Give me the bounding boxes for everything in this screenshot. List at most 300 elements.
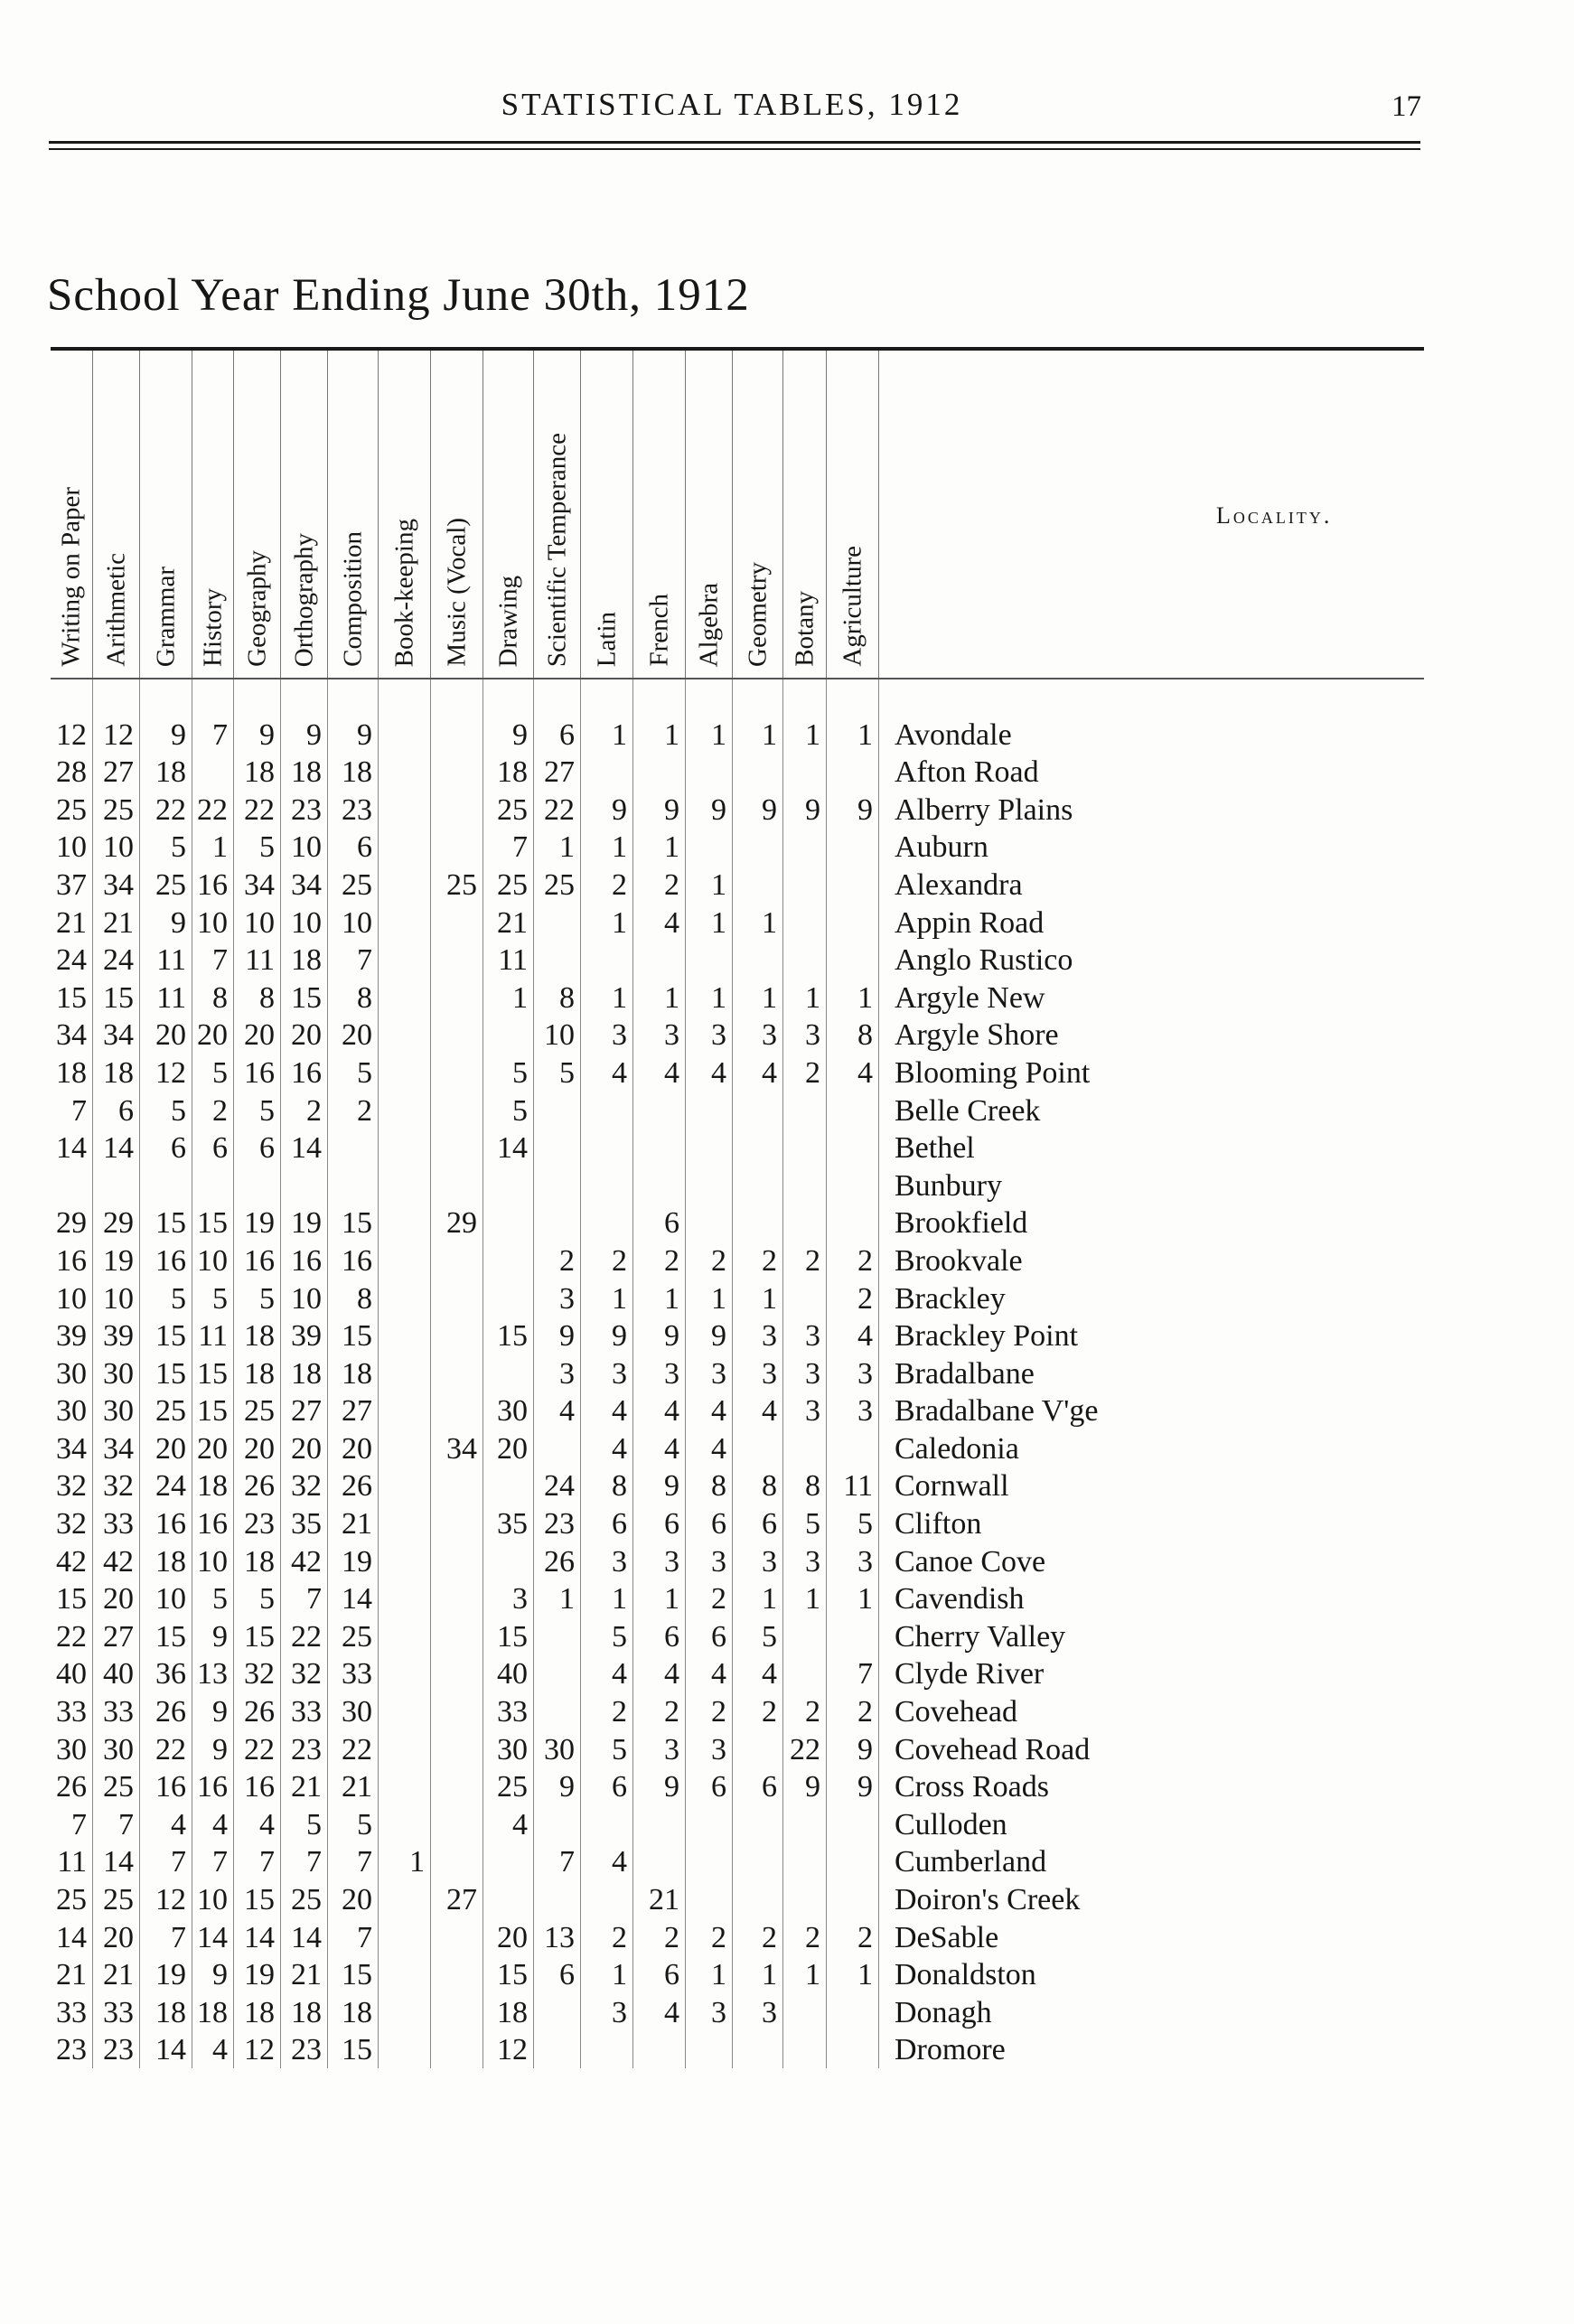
- table-cell: [826, 1429, 878, 1467]
- locality-cell: Culloden: [895, 1807, 1007, 1841]
- table-cell: 5: [212, 1582, 228, 1616]
- table-cell: 18: [291, 755, 322, 790]
- table-cell: [430, 1092, 483, 1129]
- table-cell: 4: [857, 1319, 873, 1354]
- table-cell: 13: [544, 1920, 575, 1954]
- table-cell: 4: [762, 1394, 777, 1429]
- table-cell: 2: [612, 1243, 627, 1278]
- table-cell: [685, 1167, 732, 1204]
- table-cell: 5: [512, 1055, 528, 1090]
- table-cell: [378, 1317, 430, 1355]
- table-cell: [430, 716, 483, 754]
- table-cell: 18: [197, 1995, 228, 2029]
- table-cell: 7: [357, 1845, 372, 1879]
- table-cell: 12: [155, 1883, 186, 1916]
- column-header-label: Writing on Paper: [56, 487, 86, 667]
- column-divider: [878, 679, 879, 2068]
- table-cell: 1: [612, 905, 627, 940]
- table-cell: 3: [857, 1544, 873, 1579]
- table-cell: 30: [103, 1732, 134, 1766]
- column-header-label: Music (Vocal): [442, 518, 472, 667]
- table-cell: 30: [103, 1394, 134, 1429]
- table-cell: 1: [711, 1958, 726, 1992]
- locality-cell: Covehead: [895, 1695, 1017, 1729]
- locality-cell: Dromore: [895, 2033, 1006, 2067]
- table-cell: [378, 866, 430, 904]
- table-row: [51, 1880, 1098, 1918]
- table-cell: 5: [259, 1093, 275, 1128]
- table-cell: 3: [559, 1281, 575, 1316]
- table-cell: 5: [171, 1093, 186, 1128]
- table-cell: [782, 1092, 826, 1129]
- table-cell: 10: [342, 905, 372, 940]
- table-cell: 9: [664, 1319, 679, 1354]
- table-cell: 18: [244, 1995, 275, 2029]
- table-cell: 18: [155, 755, 186, 790]
- table-cell: [378, 1129, 430, 1167]
- table-cell: 27: [342, 1394, 372, 1429]
- table-cell: 21: [103, 1958, 134, 1992]
- table-cell: 10: [103, 1281, 134, 1316]
- table-cell: 3: [612, 1356, 627, 1391]
- table-cell: 25: [497, 1770, 528, 1804]
- table-cell: 15: [497, 1958, 528, 1992]
- table-cell: 8: [612, 1469, 627, 1504]
- table-cell: [580, 2031, 632, 2069]
- table-cell: 20: [197, 1431, 228, 1466]
- table-cell: 9: [171, 905, 186, 940]
- table-cell: 9: [512, 717, 528, 752]
- table-cell: 12: [155, 1055, 186, 1090]
- table-row: [51, 1655, 1098, 1693]
- table-cell: 2: [559, 1243, 575, 1278]
- table-cell: 4: [711, 1431, 726, 1466]
- table-cell: 14: [155, 2033, 186, 2067]
- table-cell: 42: [291, 1544, 322, 1579]
- table-cell: 32: [56, 1469, 87, 1504]
- table-cell: [685, 1880, 732, 1918]
- table-cell: 6: [664, 1206, 679, 1241]
- table-cell: 16: [197, 1507, 228, 1542]
- table-cell: 15: [56, 980, 87, 1015]
- table-cell: 5: [306, 1807, 322, 1841]
- table-cell: 18: [244, 1544, 275, 1579]
- table-cell: 20: [497, 1920, 528, 1954]
- table-cell: 15: [197, 1394, 228, 1429]
- table-cell: 14: [103, 1131, 134, 1166]
- table-cell: 1: [857, 1958, 873, 1992]
- table-cell: 15: [342, 2033, 372, 2067]
- table-cell: 8: [857, 1018, 873, 1053]
- column-header: [378, 351, 431, 678]
- locality-cell: Argyle New: [895, 980, 1045, 1015]
- table-cell: 16: [155, 1243, 186, 1278]
- table-cell: 32: [56, 1507, 87, 1542]
- table-cell: 27: [291, 1394, 322, 1429]
- table-cell: 15: [155, 1356, 186, 1391]
- locality-cell: Canoe Cove: [895, 1544, 1046, 1579]
- table-cell: 33: [103, 1507, 134, 1542]
- column-header: [233, 351, 281, 678]
- table-cell: [483, 1880, 533, 1918]
- table-cell: 5: [857, 1507, 873, 1542]
- table-row: [51, 1993, 1098, 2031]
- table-cell: 18: [197, 1469, 228, 1504]
- header-rule-bottom: [49, 148, 1420, 150]
- table-row: [51, 1092, 1098, 1129]
- table-cell: [430, 1354, 483, 1392]
- table-cell: 9: [612, 792, 627, 827]
- table-cell: 4: [664, 1995, 679, 2029]
- table-cell: [732, 1204, 782, 1242]
- table-cell: 1: [559, 1582, 575, 1616]
- table-cell: 23: [291, 2033, 322, 2067]
- table-cell: 42: [103, 1544, 134, 1579]
- table-cell: [378, 1956, 430, 1994]
- table-cell: 22: [56, 1619, 87, 1654]
- table-cell: 18: [155, 1544, 186, 1579]
- table-cell: 16: [155, 1770, 186, 1804]
- table-cell: [826, 1993, 878, 2031]
- table-cell: [378, 1730, 430, 1768]
- table-cell: 2: [857, 1920, 873, 1954]
- table-cell: [533, 2031, 580, 2069]
- table-cell: 6: [559, 1958, 575, 1992]
- table-row: [51, 1392, 1098, 1430]
- locality-cell: Doiron's Creek: [895, 1883, 1081, 1916]
- table-cell: 26: [544, 1544, 575, 1579]
- locality-cell: Cornwall: [895, 1469, 1009, 1504]
- table-cell: 8: [259, 980, 275, 1015]
- table-cell: [782, 1167, 826, 1204]
- table-cell: 10: [197, 1883, 228, 1916]
- table-row: [51, 1918, 1098, 1956]
- column-header-label: Book-keeping: [389, 518, 419, 667]
- column-header: [533, 351, 581, 678]
- table-cell: 2: [857, 1281, 873, 1316]
- table-cell: 32: [244, 1657, 275, 1691]
- column-header: [580, 351, 633, 678]
- table-cell: [430, 1167, 483, 1204]
- table-cell: 3: [711, 1544, 726, 1579]
- table-row: [51, 1167, 1098, 1204]
- table-cell: 3: [664, 1356, 679, 1391]
- table-cell: 9: [805, 1770, 820, 1804]
- table-cell: 23: [103, 2033, 134, 2067]
- table-cell: 5: [762, 1619, 777, 1654]
- table-cell: 33: [56, 1695, 87, 1729]
- table-cell: 1: [612, 980, 627, 1015]
- table-cell: [430, 1768, 483, 1806]
- table-cell: 9: [212, 1732, 228, 1766]
- table-cell: [685, 2031, 732, 2069]
- table-cell: 4: [664, 1657, 679, 1691]
- table-cell: [430, 1392, 483, 1430]
- table-cell: 15: [155, 1619, 186, 1654]
- table-cell: 6: [212, 1131, 228, 1166]
- table-cell: 2: [357, 1093, 372, 1128]
- column-header-label: Scientific Temperance: [542, 432, 572, 667]
- locality-cell: Blooming Point: [895, 1055, 1091, 1090]
- table-cell: 18: [56, 1055, 87, 1090]
- table-cell: 10: [56, 1281, 87, 1316]
- table-cell: 6: [711, 1770, 726, 1804]
- locality-cell: Afton Road: [895, 755, 1039, 790]
- locality-cell: Clifton: [895, 1507, 982, 1542]
- locality-cell: Alexandra: [895, 867, 1023, 902]
- table-cell: 8: [357, 1281, 372, 1316]
- table-cell: [580, 1880, 632, 1918]
- table-cell: 2: [762, 1920, 777, 1954]
- table-cell: 12: [244, 2033, 275, 2067]
- table-cell: 2: [762, 1695, 777, 1729]
- table-cell: 34: [103, 1018, 134, 1053]
- table-cell: [430, 1504, 483, 1542]
- table-cell: 18: [244, 1356, 275, 1391]
- table-cell: [826, 829, 878, 867]
- table-cell: 9: [212, 1958, 228, 1992]
- table-cell: 4: [711, 1657, 726, 1691]
- table-cell: 14: [56, 1920, 87, 1954]
- table-cell: 4: [212, 2033, 228, 2067]
- table-subtitle: School Year Ending June 30th, 1912: [47, 270, 750, 321]
- column-header: [92, 351, 140, 678]
- table-cell: 2: [711, 1243, 726, 1278]
- table-cell: 1: [857, 1582, 873, 1616]
- table-cell: [378, 1279, 430, 1317]
- table-cell: 1: [711, 867, 726, 902]
- table-cell: 12: [103, 717, 134, 752]
- table-cell: 26: [244, 1695, 275, 1729]
- table-cell: 20: [155, 1431, 186, 1466]
- column-divider: [378, 679, 379, 2068]
- table-cell: [782, 2031, 826, 2069]
- column-header: [192, 351, 234, 678]
- table-row: [51, 1429, 1098, 1467]
- locality-cell: Cross Roads: [895, 1770, 1049, 1804]
- locality-column-header: Locality.: [1216, 502, 1333, 529]
- table-cell: 16: [244, 1243, 275, 1278]
- table-cell: 6: [664, 1507, 679, 1542]
- table-cell: [378, 754, 430, 792]
- column-header-label: Geometry: [743, 562, 773, 667]
- table-cell: [732, 1843, 782, 1881]
- table-row: [51, 1542, 1098, 1580]
- table-cell: 1: [762, 1958, 777, 1992]
- table-cell: [782, 754, 826, 792]
- table-cell: 7: [171, 1845, 186, 1879]
- table-cell: 1: [711, 717, 726, 752]
- table-cell: 1: [612, 1958, 627, 1992]
- table-cell: 20: [244, 1018, 275, 1053]
- table-cell: 22: [244, 792, 275, 827]
- table-cell: 3: [612, 1995, 627, 2029]
- table-cell: 22: [244, 1732, 275, 1766]
- table-cell: 1: [711, 980, 726, 1015]
- table-cell: 14: [56, 1131, 87, 1166]
- table-cell: [782, 942, 826, 979]
- table-cell: 15: [56, 1582, 87, 1616]
- table-cell: [533, 1129, 580, 1167]
- table-cell: 23: [56, 2033, 87, 2067]
- table-cell: [430, 1054, 483, 1092]
- table-cell: 2: [857, 1695, 873, 1729]
- table-cell: 10: [291, 1281, 322, 1316]
- table-cell: 19: [244, 1958, 275, 1992]
- statistical-table: [51, 347, 1424, 2068]
- table-cell: 2: [664, 1243, 679, 1278]
- table-cell: 27: [446, 1883, 477, 1916]
- table-cell: 18: [342, 1356, 372, 1391]
- table-cell: [430, 1580, 483, 1618]
- table-cell: [533, 1692, 580, 1730]
- table-cell: [782, 866, 826, 904]
- table-cell: [378, 1167, 430, 1204]
- table-cell: 2: [805, 1695, 820, 1729]
- table-row: [51, 1617, 1098, 1655]
- table-cell: 6: [171, 1131, 186, 1166]
- table-cell: 2: [612, 1920, 627, 1954]
- table-cell: 4: [259, 1807, 275, 1841]
- locality-cell: Brackley Point: [895, 1319, 1079, 1354]
- table-cell: 25: [56, 1883, 87, 1916]
- table-cell: 3: [664, 1544, 679, 1579]
- table-cell: 16: [197, 1770, 228, 1804]
- table-row: [51, 829, 1098, 867]
- table-cell: 9: [711, 792, 726, 827]
- table-cell: 6: [762, 1770, 777, 1804]
- table-cell: [483, 1354, 533, 1392]
- column-header: [483, 351, 534, 678]
- table-row: [51, 1242, 1098, 1279]
- table-cell: 7: [71, 1093, 87, 1128]
- table-cell: 20: [103, 1582, 134, 1616]
- column-header: [632, 351, 686, 678]
- column-header-label: Geography: [242, 550, 272, 667]
- table-cell: [378, 1768, 430, 1806]
- table-cell: 11: [245, 943, 275, 978]
- table-cell: 14: [291, 1131, 322, 1166]
- table-cell: [430, 1542, 483, 1580]
- table-cell: 4: [664, 1431, 679, 1466]
- table-cell: [632, 1167, 685, 1204]
- table-cell: 11: [57, 1845, 87, 1879]
- table-cell: 30: [56, 1394, 87, 1429]
- table-cell: 14: [342, 1582, 372, 1616]
- table-cell: 4: [762, 1657, 777, 1691]
- table-cell: [280, 1167, 327, 1204]
- table-cell: 6: [612, 1507, 627, 1542]
- table-cell: [533, 942, 580, 979]
- table-cell: [430, 1467, 483, 1505]
- table-row: [51, 1054, 1098, 1092]
- column-header-label: Arithmetic: [101, 553, 131, 667]
- column-header-row: [51, 351, 1424, 679]
- running-title: STATISTICAL TABLES, 1912: [501, 87, 963, 122]
- column-header-label: Botany: [790, 591, 820, 667]
- table-cell: 18: [342, 755, 372, 790]
- table-cell: 27: [544, 755, 575, 790]
- table-cell: 9: [664, 792, 679, 827]
- table-cell: 2: [306, 1093, 322, 1128]
- table-cell: 1: [612, 1582, 627, 1616]
- table-cell: 21: [103, 905, 134, 940]
- table-cell: [378, 1392, 430, 1430]
- table-cell: 29: [103, 1206, 134, 1241]
- table-cell: 9: [212, 1695, 228, 1729]
- table-cell: 22: [291, 1619, 322, 1654]
- table-cell: 30: [342, 1695, 372, 1729]
- column-header-label: History: [198, 588, 228, 667]
- table-cell: [732, 1429, 782, 1467]
- table-cell: [826, 1167, 878, 1204]
- table-cell: 9: [857, 792, 873, 827]
- table-cell: 15: [155, 1206, 186, 1241]
- table-cell: 7: [171, 1920, 186, 1954]
- table-cell: 22: [790, 1732, 820, 1766]
- table-cell: [826, 904, 878, 942]
- table-cell: 4: [664, 1055, 679, 1090]
- table-cell: 3: [805, 1018, 820, 1053]
- table-cell: 21: [342, 1770, 372, 1804]
- table-cell: 10: [197, 1544, 228, 1579]
- table-cell: 33: [103, 1995, 134, 2029]
- column-header: [430, 351, 483, 678]
- table-cell: 22: [544, 792, 575, 827]
- table-cell: 4: [612, 1845, 627, 1879]
- table-cell: 33: [56, 1995, 87, 2029]
- table-cell: [580, 1167, 632, 1204]
- table-cell: [826, 1129, 878, 1167]
- column-header: [782, 351, 827, 678]
- table-cell: 4: [762, 1055, 777, 1090]
- table-cell: 30: [497, 1732, 528, 1766]
- table-cell: [826, 1617, 878, 1655]
- table-cell: 3: [805, 1356, 820, 1391]
- table-cell: 3: [612, 1544, 627, 1579]
- table-cell: 37: [56, 867, 87, 902]
- table-row: [51, 2031, 1098, 2069]
- table-cell: 14: [103, 1845, 134, 1879]
- table-cell: 40: [497, 1657, 528, 1691]
- table-cell: 23: [291, 1732, 322, 1766]
- table-cell: [378, 1204, 430, 1242]
- table-cell: 40: [103, 1657, 134, 1691]
- table-cell: 5: [357, 1055, 372, 1090]
- table-cell: 15: [497, 1619, 528, 1654]
- table-cell: 2: [711, 1695, 726, 1729]
- table-cell: 9: [711, 1319, 726, 1354]
- table-cell: 4: [212, 1807, 228, 1841]
- table-cell: 9: [805, 792, 820, 827]
- table-cell: 13: [197, 1657, 228, 1691]
- table-cell: 1: [711, 1281, 726, 1316]
- table-cell: 5: [259, 1281, 275, 1316]
- table-cell: 25: [291, 1883, 322, 1916]
- table-cell: [430, 979, 483, 1017]
- column-divider: [280, 679, 281, 2068]
- table-cell: 28: [56, 755, 87, 790]
- table-cell: 6: [711, 1507, 726, 1542]
- table-cell: 8: [805, 1469, 820, 1504]
- table-cell: [430, 1692, 483, 1730]
- table-cell: 16: [244, 1770, 275, 1804]
- table-cell: 7: [212, 943, 228, 978]
- column-header: [51, 351, 92, 678]
- column-header-label: French: [644, 594, 674, 667]
- table-cell: 25: [342, 867, 372, 902]
- table-row: [51, 1805, 1098, 1843]
